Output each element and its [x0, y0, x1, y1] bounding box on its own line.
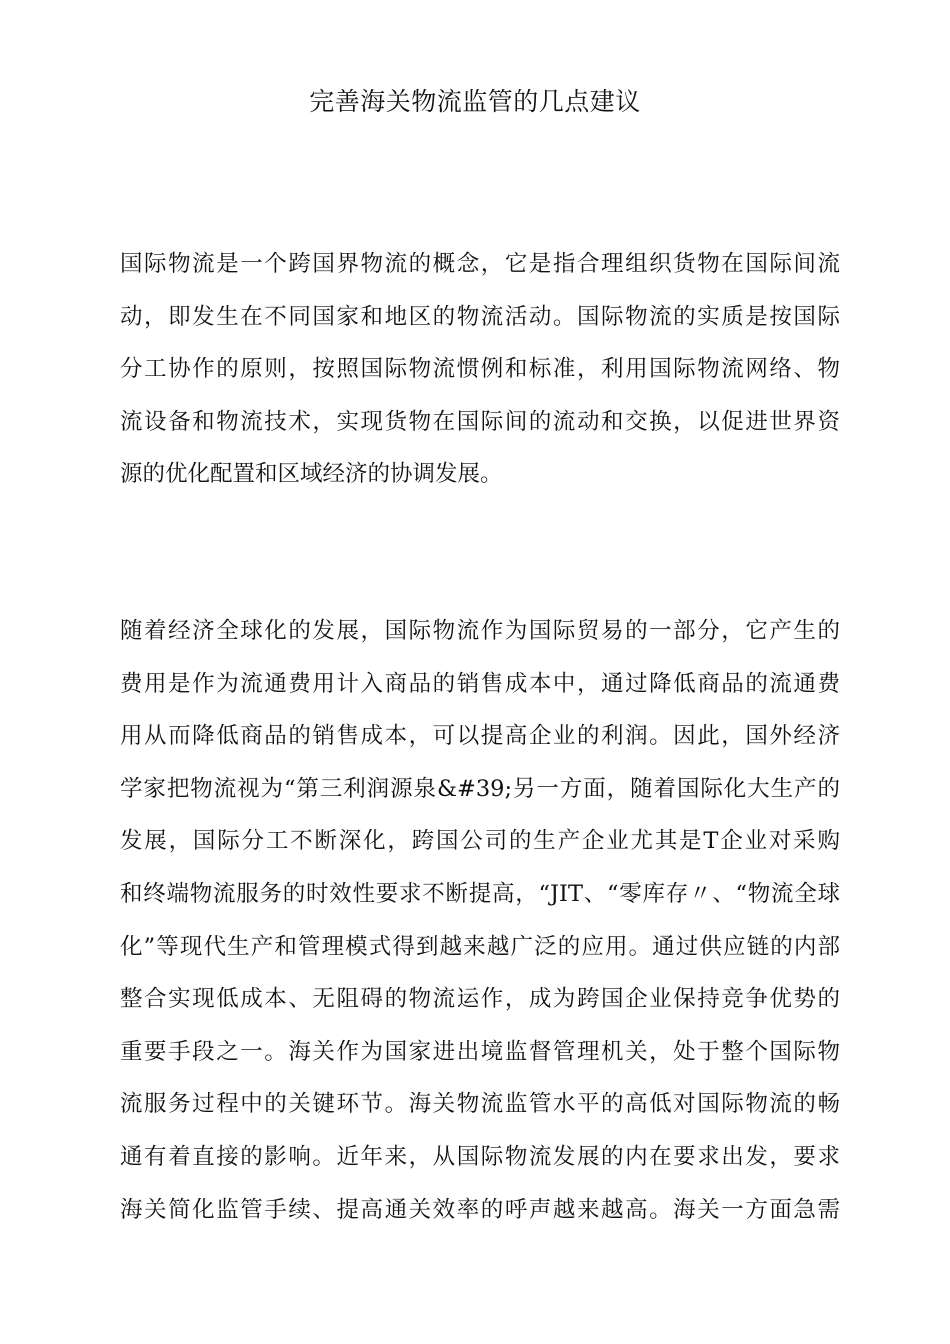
- paragraph-line: 用从而降低商品的销售成本，可以提高企业的利润。因此，国外经济: [120, 723, 840, 750]
- paragraph-line: 通有着直接的影响。近年来，从国际物流发展的内在要求出发，要求: [120, 1143, 840, 1170]
- paragraph-line: 重要手段之一。海关作为国家进出境监督管理机关，处于整个国际物: [120, 1038, 840, 1065]
- paragraph-line: 动，即发生在不同国家和地区的物流活动。国际物流的实质是按国际: [120, 303, 840, 330]
- paragraph-line: 国际物流是一个跨国界物流的概念，它是指合理组织货物在国际间流: [120, 251, 840, 277]
- paragraph-line: 学家把物流视为“第三利润源泉&#39;另一方面，随着国际化大生产的: [120, 775, 840, 802]
- paragraph-line: 费用是作为流通费用计入商品的销售成本中，通过降低商品的流通费: [120, 670, 840, 697]
- paragraph-line: 随着经济全球化的发展，国际物流作为国际贸易的一部分，它产生的: [120, 618, 840, 644]
- paragraph-line: 流设备和物流技术，实现货物在国际间的流动和交换，以促进世界资: [120, 408, 840, 435]
- paragraph-line: 源的优化配置和区域经济的协调发展。: [120, 461, 503, 488]
- paragraph-line: 和终端物流服务的时效性要求不断提高，“JIT、“零库存〃、“物流全球: [120, 880, 840, 907]
- paragraph-line: 海关简化监管手续、提高通关效率的呼声越来越高。海关一方面急需: [120, 1196, 840, 1223]
- document-title: 完善海关物流监管的几点建议: [309, 87, 641, 116]
- paragraph-line: 整合实现低成本、无阻碍的物流运作，成为跨国企业保持竞争优势的: [120, 986, 840, 1013]
- paragraph-line: 分工协作的原则，按照国际物流惯例和标准，利用国际物流网络、物: [120, 356, 840, 383]
- paragraph-line: 发展，国际分工不断深化，跨国公司的生产企业尤其是T企业对采购: [120, 828, 840, 855]
- paragraph-globalization: [120, 605, 840, 1236]
- paragraph-line: 化”等现代生产和管理模式得到越来越广泛的应用。通过供应链的内部: [120, 933, 840, 960]
- paragraph-intro: [120, 238, 840, 501]
- paragraph-line: 流服务过程中的关键环节。海关物流监管水平的高低对国际物流的畅: [120, 1091, 840, 1118]
